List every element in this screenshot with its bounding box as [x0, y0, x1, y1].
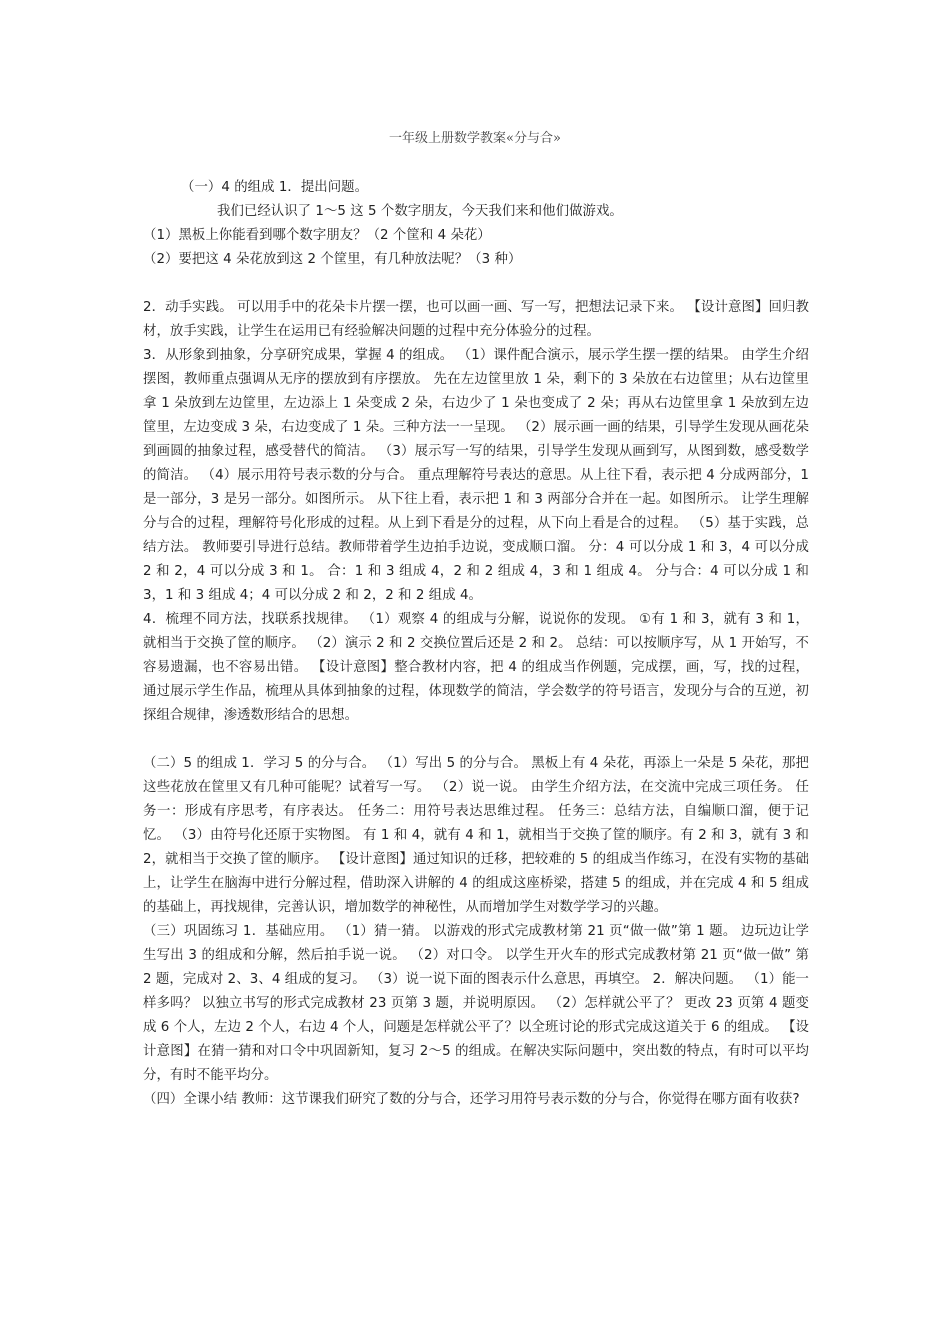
paragraph-hands-on: 2．动手实践。 可以用手中的花朵卡片摆一摆，也可以画一画、写一写，把想法记录下来。 【设计意图】回归教材，放手实践，让学生在运用已有经验解决问题的过程中充分体验分的过程。 [143, 300, 809, 339]
paragraph-question-1: （1）黑板上你能看到哪个数字朋友？（2 个筐和 4 朵花） [143, 228, 491, 243]
paragraph-spacer [143, 272, 809, 296]
paragraph-question-2: （2）要把这 4 朵花放到这 2 个筐里，有几种放法呢？（3 种） [143, 252, 522, 267]
paragraph-section-3: （三）巩固练习 1．基础应用。 （1）猜一猜。 以游戏的形式完成教材第 21 页“做一做”第 1 题。 边玩边让学生写出 3 的组成和分解，然后拍手说一说。 （2）对口令。 以学生开火车的形式完成教材第 21 页“做一做” 第 2 题，完成对 2、3、4 组成的复习。 （3）说一说下面的图表示什么意思，再填空。 2．解决问题。 （1）能一样多吗？ 以独立书写的形式完成教材 23 页第 3 题，并说明原因。 （2）怎样就公平了？ 更改 23 页第 4 题变成 6 个人，左边 2 个人，右边 4 个人，问题是怎样就公平了？以全班讨论的形式完成这道关于 6 的组成。 【设计意图】在猜一猜和对口令中巩固新知，复习 2～5 的组成。在解决实际问题中，突出数的特点，有时可以平均分，有时不能平均分。 [143, 924, 809, 1083]
paragraph-intro: 我们已经认识了 1～5 这 5 个数字朋友，今天我们来和他们做游戏。 [217, 204, 623, 219]
paragraph-section-4: （四）全课小结 教师：这节课我们研究了数的分与合，还学习用符号表示数的分与合，你觉得在哪方面有收获? [143, 1092, 800, 1107]
paragraph-section-1-heading: （一）4 的组成 1．提出问题。 [181, 180, 369, 195]
paragraph-section-2: （二）5 的组成 1．学习 5 的分与合。 （1）写出 5 的分与合。 黑板上有 4 朵花，再添上一朵是 5 朵花，那把这些花放在筐里又有几种可能呢？试着写一写。 （2）说一说。 由学生介绍方法，在交流中完成三项任务。 任务一：形成有序思考，有序表达。 任务二：用符号表达思维过程。 任务三：总结方法，自编顺口溜，便于记忆。 （3）由符号化还原于实物图。 有 1 和 4，就有 4 和 1，就相当于交换了筐的顺序。有 2 和 3，就有 3 和 2，就相当于交换了筐的顺序。 【设计意图】通过知识的迁移，把较难的 5 的组成当作练习，在没有实物的基础上，让学生在脑海中进行分解过程，借助深入讲解的 4 的组成这座桥梁，搭建 5 的组成，并在完成 4 和 5 组成的基础上，再找规律，完善认识，增加数学的神秘性，从而增加学生对数学学习的兴趣。 [143, 756, 809, 915]
document-title: 一年级上册数学教案«分与合» [389, 131, 561, 146]
paragraph-abstraction: 3．从形象到抽象，分享研究成果，掌握 4 的组成。 （1）课件配合演示，展示学生摆一摆的结果。 由学生介绍摆图，教师重点强调从无序的摆放到有序摆放。 先在左边筐里放 1 朵，剩下的 3 朵放在右边筐里；从右边筐里拿 1 朵放到左边筐里，左边添上 1 朵变成 2 朵，右边少了 1 朵也变成了 2 朵；再从右边筐里拿 1 朵放到左边筐里，左边变成 3 朵，右边变成了 1 朵。三种方法一一呈现。 （2）展示画一画的结果，引导学生发现从画花朵到画圆的抽象过程，感受替代的简洁。 （3）展示写一写的结果，引导学生发现从画到写，从图到数，感受数学的简洁。 （4）展示用符号表示数的分与合。 重点理解符号表达的意思。从上往下看，表示把 4 分成两部分，1 是一部分，3 是另一部分。如图所示。 从下往上看，表示把 1 和 3 两部分合并在一起。如图所示。 让学生理解分与合的过程，理解符号化形成的过程。从上到下看是分的过程，从下向上看是合的过程。 （5）基于实践，总结方法。 教师要引导进行总结。教师带着学生边拍手边说，变成顺口溜。 分：4 可以分成 1 和 3，4 可以分成 2 和 2，4 可以分成 3 和 1。 合：1 和 3 组成 4，2 和 2 组成 4，3 和 1 组成 4。 分与合：4 可以分成 1 和 3，1 和 3 组成 4；4 可以分成 2 和 2，2 和 2 组成 4。 [143, 348, 809, 603]
paragraph-patterns: 4．梳理不同方法，找联系找规律。 （1）观察 4 的组成与分解，说说你的发现。 ①有 1 和 3，就有 3 和 1，就相当于交换了筐的顺序。 （2）演示 2 和 2 交换位置后还是 2 和 2。 总结：可以按顺序写，从 1 开始写，不容易遗漏，也不容易出错。 【设计意图】整合教材内容，把 4 的组成当作例题，完成摆，画，写，找的过程，通过展示学生作品，梳理从具体到抽象的过程，体现数学的简洁，学会数学的符号语言，发现分与合的互逆，初探组合规律，渗透数形结合的思想。 [143, 612, 809, 723]
paragraph-spacer [143, 728, 809, 752]
document-body [143, 176, 809, 1112]
